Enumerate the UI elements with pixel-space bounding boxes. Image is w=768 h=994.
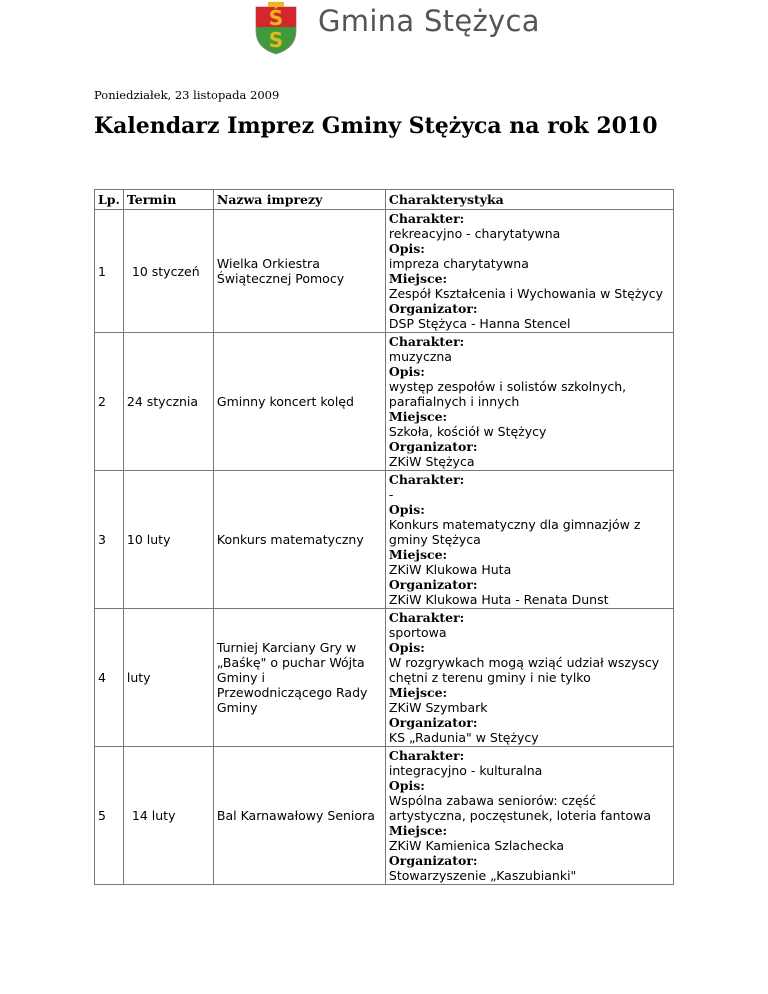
cell-desc (385, 210, 673, 333)
value-description: występ zespołów i solistów szkolnych, parafialnych i innych (388, 379, 627, 409)
table-row (95, 471, 674, 609)
label-place: Miejsce: (388, 409, 448, 424)
label-place: Miejsce: (388, 823, 448, 838)
cell-name: Turniej Karciany Gry w „Baśkę" o puchar Wójta Gminy i Przewodniczącego Rady Gminy (213, 609, 385, 747)
page-title: Kalendarz Imprez Gminy Stężyca na rok 2010 (94, 113, 658, 139)
value-description: W rozgrywkach mogą wziąć udział wszyscy chętni z terenu gminy i nie tylko (388, 655, 660, 685)
value-organizer: DSP Stężyca - Hanna Stencel (388, 316, 571, 331)
cell-desc (385, 609, 673, 747)
cell-term: 10 styczeń (123, 210, 213, 333)
value-character: integracyjno - kulturalna (388, 763, 543, 778)
label-character: Charakter: (388, 334, 465, 349)
table-row (95, 609, 674, 747)
cell-desc (385, 471, 673, 609)
value-description: impreza charytatywna (388, 256, 529, 271)
brand-name: Gmina Stężyca (318, 4, 540, 38)
events-table (94, 189, 674, 885)
label-description: Opis: (388, 640, 425, 655)
value-place: Szkoła, kościół w Stężycy (388, 424, 547, 439)
label-organizer: Organizator: (388, 715, 478, 730)
label-organizer: Organizator: (388, 853, 478, 868)
label-place: Miejsce: (388, 271, 448, 286)
label-character: Charakter: (388, 211, 465, 226)
value-character: - (388, 487, 394, 502)
cell-name: Konkurs matematyczny (213, 471, 385, 609)
logo-letter-bottom: S (268, 28, 284, 52)
label-character: Charakter: (388, 748, 465, 763)
header-term: Termin (123, 190, 213, 210)
label-place: Miejsce: (388, 547, 448, 562)
table-row (95, 210, 674, 333)
value-organizer: KS „Radunia" w Stężycy (388, 730, 539, 745)
table-row (95, 747, 674, 885)
label-organizer: Organizator: (388, 301, 478, 316)
value-organizer: ZKiW Stężyca (388, 454, 475, 469)
cell-desc (385, 333, 673, 471)
table-header-row (95, 190, 674, 210)
logo-letter-top: Ś (268, 6, 284, 30)
gmina-coat-of-arms-logo (254, 1, 298, 55)
label-organizer: Organizator: (388, 439, 478, 454)
label-description: Opis: (388, 502, 425, 517)
cell-term: 10 luty (123, 471, 213, 609)
label-character: Charakter: (388, 472, 465, 487)
label-character: Charakter: (388, 610, 465, 625)
cell-term: luty (123, 609, 213, 747)
cell-lp: 5 (95, 747, 124, 885)
value-organizer: ZKiW Klukowa Huta - Renata Dunst (388, 592, 609, 607)
header-lp: Lp. (95, 190, 124, 210)
cell-name: Bal Karnawałowy Seniora (213, 747, 385, 885)
value-description: Wspólna zabawa seniorów: część artystyczna, poczęstunek, loteria fantowa (388, 793, 651, 823)
cell-lp: 3 (95, 471, 124, 609)
value-description: Konkurs matematyczny dla gimnazjów z gminy Stężyca (388, 517, 641, 547)
cell-name: Wielka Orkiestra Świątecznej Pomocy (213, 210, 385, 333)
cell-term: 24 stycznia (123, 333, 213, 471)
cell-desc (385, 747, 673, 885)
header-name: Nazwa imprezy (213, 190, 385, 210)
page-header (0, 0, 768, 62)
table-row (95, 333, 674, 471)
label-description: Opis: (388, 241, 425, 256)
cell-name: Gminny koncert kolęd (213, 333, 385, 471)
label-organizer: Organizator: (388, 577, 478, 592)
value-organizer: Stowarzyszenie „Kaszubianki" (388, 868, 577, 883)
cell-lp: 1 (95, 210, 124, 333)
publication-date: Poniedziałek, 23 listopada 2009 (94, 88, 280, 102)
value-character: rekreacyjno - charytatywna (388, 226, 561, 241)
cell-lp: 4 (95, 609, 124, 747)
label-description: Opis: (388, 778, 425, 793)
header-desc: Charakterystyka (385, 190, 673, 210)
cell-term: 14 luty (123, 747, 213, 885)
value-character: muzyczna (388, 349, 452, 364)
value-place: Zespół Kształcenia i Wychowania w Stężycy (388, 286, 664, 301)
label-place: Miejsce: (388, 685, 448, 700)
value-place: ZKiW Klukowa Huta (388, 562, 512, 577)
value-place: ZKiW Szymbark (388, 700, 488, 715)
cell-lp: 2 (95, 333, 124, 471)
value-place: ZKiW Kamienica Szlachecka (388, 838, 565, 853)
label-description: Opis: (388, 364, 425, 379)
value-character: sportowa (388, 625, 447, 640)
